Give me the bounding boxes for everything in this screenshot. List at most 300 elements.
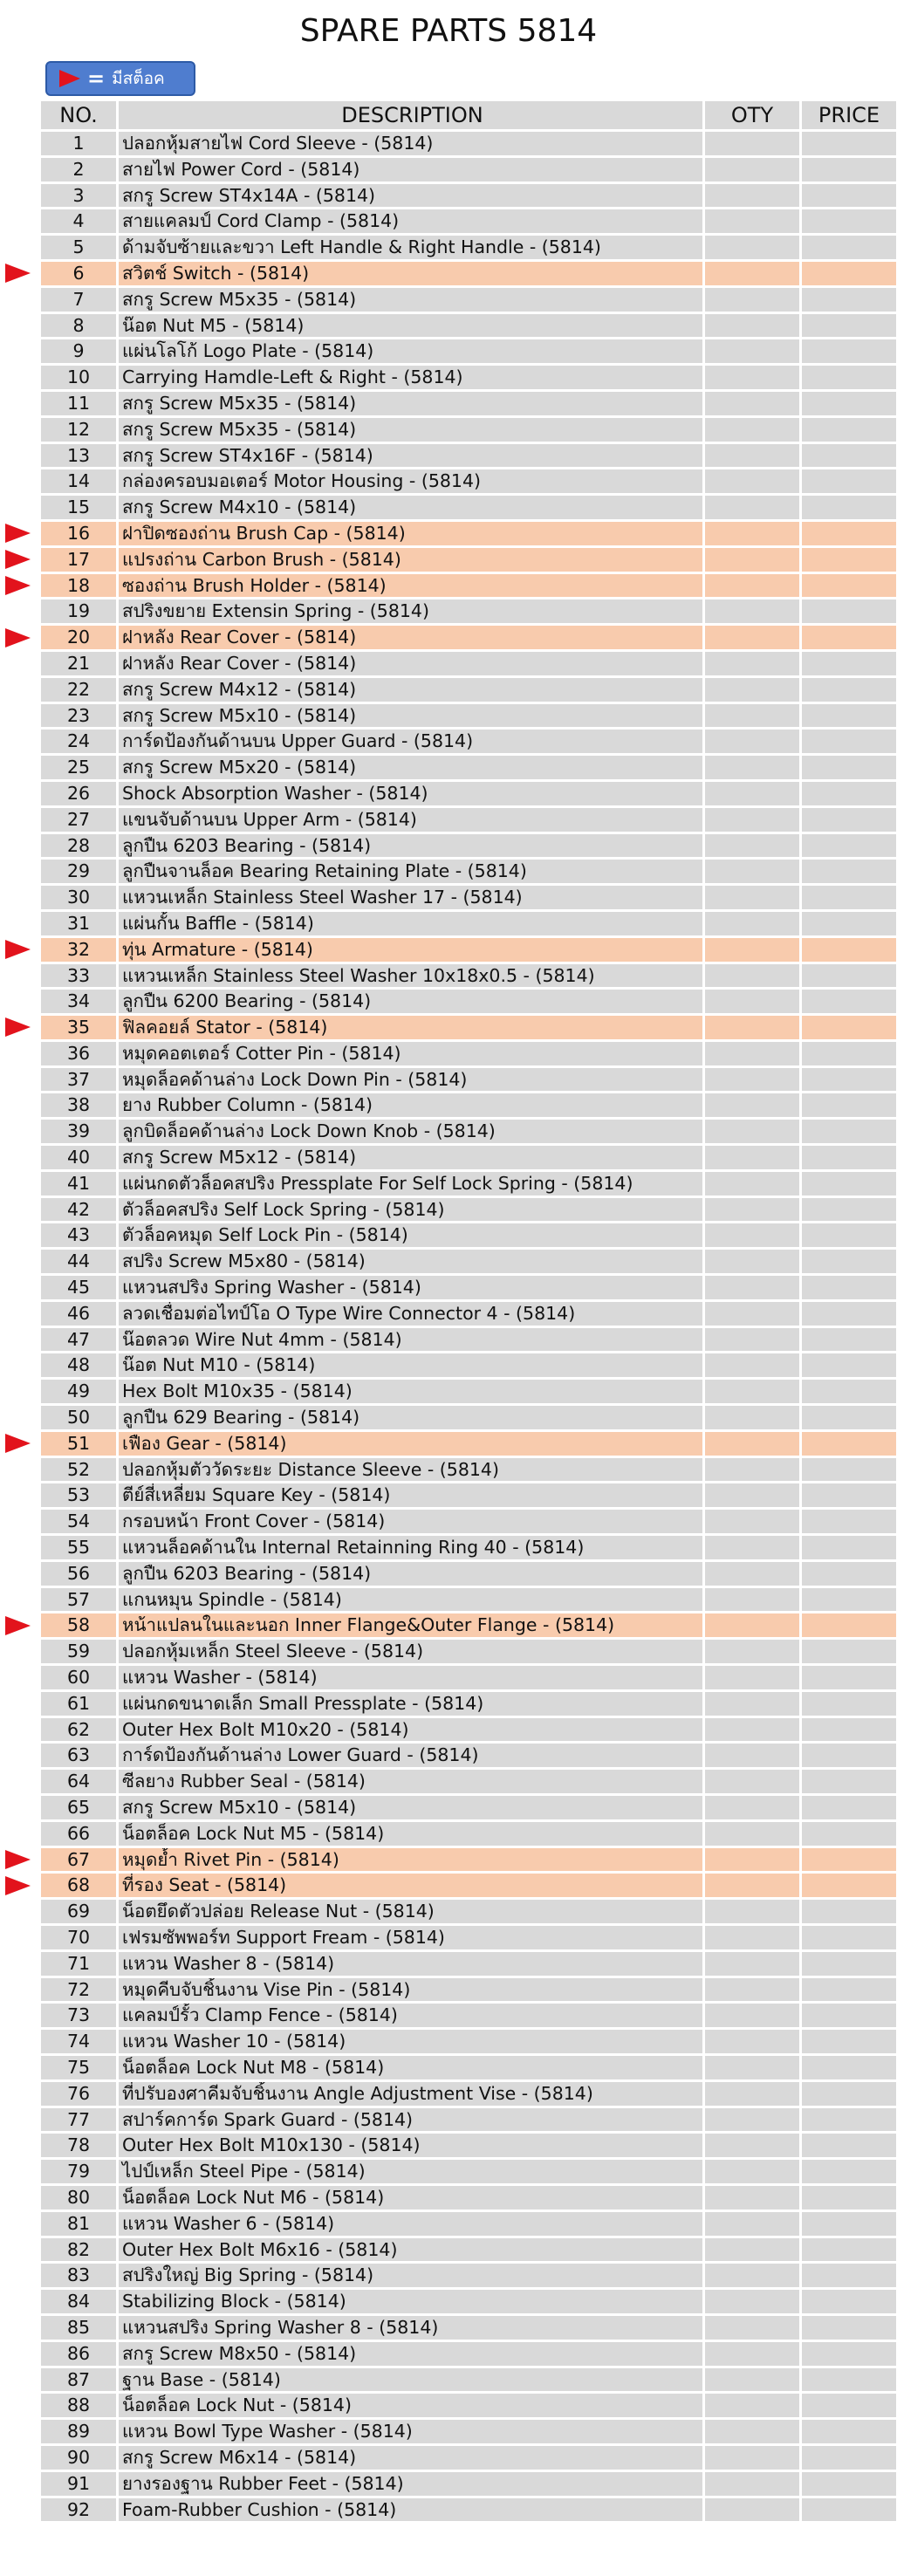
- part-number: 19: [41, 599, 116, 623]
- part-number: 2: [41, 158, 116, 182]
- part-description: การ์ดป้องกันด้านบน Upper Guard - (5814): [119, 730, 702, 753]
- part-number: 70: [41, 1926, 116, 1949]
- qty-cell: [705, 1588, 799, 1612]
- price-cell: [802, 366, 896, 389]
- price-cell: [802, 678, 896, 702]
- price-cell: [802, 288, 896, 312]
- table-row: [41, 964, 896, 988]
- header-price: PRICE: [802, 101, 896, 129]
- qty-cell: [705, 1380, 799, 1403]
- part-description: ทุ่น Armature - (5814): [119, 938, 702, 962]
- table-row: [41, 548, 896, 572]
- part-number: 52: [41, 1458, 116, 1482]
- qty-cell: [705, 1250, 799, 1273]
- part-number: 18: [41, 574, 116, 598]
- qty-cell: [705, 1198, 799, 1222]
- price-cell: [802, 2004, 896, 2027]
- qty-cell: [705, 2082, 799, 2106]
- part-number: 16: [41, 522, 116, 545]
- part-description: แผ่นโลโก้ Logo Plate - (5814): [119, 339, 702, 363]
- part-description: น็อตล็อค Lock Nut - (5814): [119, 2394, 702, 2417]
- qty-cell: [705, 1510, 799, 1533]
- table-row: [41, 652, 896, 675]
- qty-cell: [705, 756, 799, 779]
- qty-cell: [705, 886, 799, 909]
- part-number: 25: [41, 756, 116, 779]
- table-row: [41, 2420, 896, 2443]
- part-number: 62: [41, 1718, 116, 1742]
- qty-cell: [705, 2316, 799, 2340]
- part-number: 15: [41, 496, 116, 519]
- qty-cell: [705, 1952, 799, 1976]
- red-triangle-flag-icon: [5, 524, 31, 543]
- price-cell: [802, 1744, 896, 1767]
- qty-cell: [705, 1406, 799, 1429]
- table-row: [41, 782, 896, 805]
- part-number: 76: [41, 2082, 116, 2106]
- part-description: แผ่นกั้น Baffle - (5814): [119, 912, 702, 935]
- part-number: 90: [41, 2446, 116, 2470]
- part-description: ปลอกหุ้มเหล็ก Steel Sleeve - (5814): [119, 1640, 702, 1663]
- part-description: สปริงใหญ่ Big Spring - (5814): [119, 2264, 702, 2287]
- price-cell: [802, 1796, 896, 1819]
- part-number: 11: [41, 392, 116, 415]
- price-cell: [802, 2394, 896, 2417]
- part-description: ตัวล็อคสปริง Self Lock Spring - (5814): [119, 1198, 702, 1222]
- qty-cell: [705, 2264, 799, 2287]
- part-description: ลูกปืน 6200 Bearing - (5814): [119, 990, 702, 1013]
- part-number: 44: [41, 1250, 116, 1273]
- part-number: 23: [41, 704, 116, 728]
- part-number: 85: [41, 2316, 116, 2340]
- part-description: สกรู Screw ST4x16F - (5814): [119, 444, 702, 468]
- part-description: แปรงถ่าน Carbon Brush - (5814): [119, 548, 702, 572]
- part-description: สกรู Screw M5x10 - (5814): [119, 1796, 702, 1819]
- part-number: 29: [41, 860, 116, 883]
- qty-cell: [705, 2342, 799, 2366]
- table-row: [41, 2004, 896, 2027]
- qty-cell: [705, 1744, 799, 1767]
- part-description: น๊อต Nut M5 - (5814): [119, 314, 702, 338]
- part-description: น็อตล็อค Lock Nut M6 - (5814): [119, 2186, 702, 2209]
- part-number: 17: [41, 548, 116, 572]
- table-row: [41, 599, 896, 623]
- table-row: [41, 2264, 896, 2287]
- qty-cell: [705, 1068, 799, 1092]
- price-cell: [802, 599, 896, 623]
- part-description: ซีลยาง Rubber Seal - (5814): [119, 1770, 702, 1793]
- part-description: ที่รอง Seat - (5814): [119, 1874, 702, 1897]
- table-row: [41, 2212, 896, 2236]
- part-number: 66: [41, 1822, 116, 1846]
- price-cell: [802, 496, 896, 519]
- qty-cell: [705, 1458, 799, 1482]
- qty-cell: [705, 1822, 799, 1846]
- part-description: ฝาหลัง Rear Cover - (5814): [119, 652, 702, 675]
- table-row: [41, 990, 896, 1013]
- part-number: 59: [41, 1640, 116, 1663]
- price-cell: [802, 1276, 896, 1299]
- part-number: 81: [41, 2212, 116, 2236]
- qty-cell: [705, 599, 799, 623]
- qty-cell: [705, 548, 799, 572]
- qty-cell: [705, 1146, 799, 1169]
- table-row: [41, 1302, 896, 1326]
- part-number: 79: [41, 2160, 116, 2183]
- price-cell: [802, 2290, 896, 2313]
- price-cell: [802, 1406, 896, 1429]
- price-cell: [802, 860, 896, 883]
- part-number: 55: [41, 1536, 116, 1559]
- qty-cell: [705, 2160, 799, 2183]
- qty-cell: [705, 1432, 799, 1456]
- part-number: 72: [41, 1978, 116, 2002]
- part-description: น็อตล็อค Lock Nut M5 - (5814): [119, 1822, 702, 1846]
- part-number: 3: [41, 184, 116, 208]
- part-description: สกรู Screw M4x10 - (5814): [119, 496, 702, 519]
- part-description: น๊อตลวด Wire Nut 4mm - (5814): [119, 1328, 702, 1352]
- qty-cell: [705, 2472, 799, 2496]
- part-description: แหวน Washer 6 - (5814): [119, 2212, 702, 2236]
- part-number: 1: [41, 132, 116, 155]
- table-row: [41, 2030, 896, 2053]
- part-description: เฟือง Gear - (5814): [119, 1432, 702, 1456]
- qty-cell: [705, 1874, 799, 1897]
- price-cell: [802, 1770, 896, 1793]
- price-cell: [802, 184, 896, 208]
- table-row: [41, 1016, 896, 1039]
- price-cell: [802, 704, 896, 728]
- table-row: [41, 209, 896, 233]
- price-cell: [802, 548, 896, 572]
- part-description: Foam-Rubber Cushion - (5814): [119, 2498, 702, 2522]
- part-description: แหวน Washer - (5814): [119, 1666, 702, 1689]
- header-description: DESCRIPTION: [119, 101, 702, 129]
- qty-cell: [705, 2394, 799, 2417]
- part-description: สวิตช์ Switch - (5814): [119, 262, 702, 285]
- table-row: [41, 1874, 896, 1897]
- part-description: แหวนสปริง Spring Washer - (5814): [119, 1276, 702, 1299]
- part-description: เฟรมซัพพอร์ท Support Fream - (5814): [119, 1926, 702, 1949]
- part-number: 8: [41, 314, 116, 338]
- part-description: ตีย์สี่เหลี่ยม Square Key - (5814): [119, 1483, 702, 1507]
- qty-cell: [705, 339, 799, 363]
- part-description: ลูกปืน 629 Bearing - (5814): [119, 1406, 702, 1429]
- qty-cell: [705, 2446, 799, 2470]
- price-cell: [802, 2212, 896, 2236]
- table-row: [41, 1640, 896, 1663]
- part-description: สปริง Screw M5x80 - (5814): [119, 1250, 702, 1273]
- qty-cell: [705, 2238, 799, 2262]
- qty-cell: [705, 444, 799, 468]
- table-row: [41, 1718, 896, 1742]
- table-row: [41, 1613, 896, 1637]
- price-cell: [802, 652, 896, 675]
- qty-cell: [705, 626, 799, 649]
- price-cell: [802, 730, 896, 753]
- price-cell: [802, 392, 896, 415]
- part-description: ลวดเชื่อมต่อไทป์โอ O Type Wire Connector 4 - (5814): [119, 1302, 702, 1326]
- part-number: 51: [41, 1432, 116, 1456]
- table-row: [41, 1483, 896, 1507]
- part-number: 28: [41, 834, 116, 858]
- table-row: [41, 2160, 896, 2183]
- qty-cell: [705, 678, 799, 702]
- price-cell: [802, 990, 896, 1013]
- part-number: 48: [41, 1353, 116, 1377]
- qty-cell: [705, 1666, 799, 1689]
- part-description: ที่ปรับองศาคีมจับชิ้นงาน Angle Adjustment Vise - (5814): [119, 2082, 702, 2106]
- price-cell: [802, 1432, 896, 1456]
- part-description: แผ่นกดตัวล็อคสปริง Pressplate For Self Lock Spring - (5814): [119, 1172, 702, 1196]
- price-cell: [802, 782, 896, 805]
- part-description: แคลมป์รั้ว Clamp Fence - (5814): [119, 2004, 702, 2027]
- part-number: 78: [41, 2134, 116, 2157]
- table-row: [41, 288, 896, 312]
- price-cell: [802, 1483, 896, 1507]
- table-row: [41, 392, 896, 415]
- price-cell: [802, 2134, 896, 2157]
- part-number: 37: [41, 1068, 116, 1092]
- qty-cell: [705, 314, 799, 338]
- qty-cell: [705, 2056, 799, 2079]
- qty-cell: [705, 132, 799, 155]
- part-description: Outer Hex Bolt M10x130 - (5814): [119, 2134, 702, 2157]
- table-row: [41, 184, 896, 208]
- price-cell: [802, 1718, 896, 1742]
- part-number: 43: [41, 1223, 116, 1247]
- table-row: [41, 1900, 896, 1923]
- price-cell: [802, 2264, 896, 2287]
- price-cell: [802, 912, 896, 935]
- part-number: 5: [41, 236, 116, 259]
- part-number: 54: [41, 1510, 116, 1533]
- qty-cell: [705, 2030, 799, 2053]
- part-description: แหวนล็อคด้านใน Internal Retainning Ring 40 - (5814): [119, 1536, 702, 1559]
- price-cell: [802, 574, 896, 598]
- part-description: แหวน Washer 8 - (5814): [119, 1952, 702, 1976]
- price-cell: [802, 1172, 896, 1196]
- red-triangle-flag-icon: [5, 940, 31, 959]
- qty-cell: [705, 730, 799, 753]
- table-row: [41, 1406, 896, 1429]
- price-cell: [802, 2238, 896, 2262]
- price-cell: [802, 1353, 896, 1377]
- price-cell: [802, 2472, 896, 2496]
- part-number: 34: [41, 990, 116, 1013]
- table-row: [41, 366, 896, 389]
- price-cell: [802, 1510, 896, 1533]
- part-number: 84: [41, 2290, 116, 2313]
- price-cell: [802, 1562, 896, 1586]
- part-description: สปาร์คการ์ด Spark Guard - (5814): [119, 2108, 702, 2132]
- part-description: ยาง Rubber Column - (5814): [119, 1093, 702, 1117]
- part-description: ฐาน Base - (5814): [119, 2368, 702, 2392]
- qty-cell: [705, 2212, 799, 2236]
- price-cell: [802, 1042, 896, 1065]
- table-row: [41, 912, 896, 935]
- part-number: 35: [41, 1016, 116, 1039]
- price-cell: [802, 1848, 896, 1872]
- part-number: 61: [41, 1692, 116, 1716]
- price-cell: [802, 1120, 896, 1143]
- part-description: สกรู Screw M6x14 - (5814): [119, 2446, 702, 2470]
- table-row: [41, 1328, 896, 1352]
- table-row: [41, 1796, 896, 1819]
- part-number: 32: [41, 938, 116, 962]
- qty-cell: [705, 2290, 799, 2313]
- table-row: [41, 1562, 896, 1586]
- in-stock-legend: [45, 61, 195, 96]
- red-triangle-flag-icon: [59, 70, 80, 87]
- table-row: [41, 2186, 896, 2209]
- part-number: 21: [41, 652, 116, 675]
- table-row: [41, 1276, 896, 1299]
- price-cell: [802, 756, 896, 779]
- table-row: [41, 756, 896, 779]
- price-cell: [802, 2186, 896, 2209]
- qty-cell: [705, 1900, 799, 1923]
- part-description: แหวน Washer 10 - (5814): [119, 2030, 702, 2053]
- table-row: [41, 262, 896, 285]
- price-cell: [802, 339, 896, 363]
- qty-cell: [705, 2108, 799, 2132]
- price-cell: [802, 2108, 896, 2132]
- part-number: 49: [41, 1380, 116, 1403]
- part-number: 56: [41, 1562, 116, 1586]
- part-number: 9: [41, 339, 116, 363]
- part-description: แกนหมุน Spindle - (5814): [119, 1588, 702, 1612]
- table-row: [41, 339, 896, 363]
- red-triangle-flag-icon: [5, 1876, 31, 1895]
- legend-label: มีสต็อค: [112, 69, 165, 88]
- qty-cell: [705, 209, 799, 233]
- qty-cell: [705, 2134, 799, 2157]
- part-number: 36: [41, 1042, 116, 1065]
- price-cell: [802, 2368, 896, 2392]
- part-number: 26: [41, 782, 116, 805]
- table-row: [41, 444, 896, 468]
- price-cell: [802, 1613, 896, 1637]
- table-row: [41, 2342, 896, 2366]
- price-cell: [802, 1900, 896, 1923]
- table-row: [41, 1353, 896, 1377]
- red-triangle-flag-icon: [5, 550, 31, 569]
- part-number: 46: [41, 1302, 116, 1326]
- qty-cell: [705, 236, 799, 259]
- table-row: [41, 1536, 896, 1559]
- part-description: สกรู Screw M4x12 - (5814): [119, 678, 702, 702]
- part-number: 31: [41, 912, 116, 935]
- qty-cell: [705, 860, 799, 883]
- price-cell: [802, 2030, 896, 2053]
- part-description: หมุดย้ำ Rivet Pin - (5814): [119, 1848, 702, 1872]
- part-description: สปริงขยาย Extensin Spring - (5814): [119, 599, 702, 623]
- price-cell: [802, 209, 896, 233]
- legend-separator: =: [87, 66, 106, 91]
- part-description: หมุดคีบจับชิ้นงาน Vise Pin - (5814): [119, 1978, 702, 2002]
- table-row: [41, 236, 896, 259]
- table-row: [41, 132, 896, 155]
- red-triangle-flag-icon: [5, 1017, 31, 1037]
- part-number: 83: [41, 2264, 116, 2287]
- part-number: 77: [41, 2108, 116, 2132]
- table-row: [41, 418, 896, 442]
- part-number: 87: [41, 2368, 116, 2392]
- part-number: 50: [41, 1406, 116, 1429]
- table-row: [41, 1198, 896, 1222]
- part-description: ฟิลคอยล์ Stator - (5814): [119, 1016, 702, 1039]
- part-description: ตัวล็อคหมุด Self Lock Pin - (5814): [119, 1223, 702, 1247]
- price-cell: [802, 236, 896, 259]
- price-cell: [802, 1068, 896, 1092]
- red-triangle-flag-icon: [5, 264, 31, 283]
- part-number: 88: [41, 2394, 116, 2417]
- qty-cell: [705, 1796, 799, 1819]
- qty-cell: [705, 704, 799, 728]
- table-row: [41, 314, 896, 338]
- qty-cell: [705, 1353, 799, 1377]
- part-number: 60: [41, 1666, 116, 1689]
- part-number: 10: [41, 366, 116, 389]
- part-number: 6: [41, 262, 116, 285]
- part-number: 74: [41, 2030, 116, 2053]
- table-row: [41, 1093, 896, 1117]
- table-header-row: [41, 101, 896, 129]
- table-row: [41, 496, 896, 519]
- part-description: สายแคลมป์ Cord Clamp - (5814): [119, 209, 702, 233]
- table-row: [41, 1848, 896, 1872]
- table-row: [41, 1822, 896, 1846]
- price-cell: [802, 2498, 896, 2522]
- table-row: [41, 1978, 896, 2002]
- part-number: 41: [41, 1172, 116, 1196]
- part-number: 68: [41, 1874, 116, 1897]
- part-description: น็อตล็อค Lock Nut M8 - (5814): [119, 2056, 702, 2079]
- table-row: [41, 2134, 896, 2157]
- part-number: 4: [41, 209, 116, 233]
- table-row: [41, 1744, 896, 1767]
- table-row: [41, 1666, 896, 1689]
- part-description: Outer Hex Bolt M6x16 - (5814): [119, 2238, 702, 2262]
- qty-cell: [705, 912, 799, 935]
- part-number: 40: [41, 1146, 116, 1169]
- price-cell: [802, 1328, 896, 1352]
- qty-cell: [705, 262, 799, 285]
- qty-cell: [705, 2004, 799, 2027]
- qty-cell: [705, 938, 799, 962]
- price-cell: [802, 1978, 896, 2002]
- part-description: แหวนสปริง Spring Washer 8 - (5814): [119, 2316, 702, 2340]
- price-cell: [802, 2160, 896, 2183]
- part-number: 33: [41, 964, 116, 988]
- qty-cell: [705, 1692, 799, 1716]
- table-row: [41, 1432, 896, 1456]
- part-number: 65: [41, 1796, 116, 1819]
- part-description: สกรู Screw M5x10 - (5814): [119, 704, 702, 728]
- part-description: ลูกปืนจานล็อค Bearing Retaining Plate - (5814): [119, 860, 702, 883]
- price-cell: [802, 1458, 896, 1482]
- part-description: แหวนเหล็ก Stainless Steel Washer 17 - (5814): [119, 886, 702, 909]
- price-cell: [802, 1640, 896, 1663]
- part-number: 64: [41, 1770, 116, 1793]
- part-description: ไปป์เหล็ก Steel Pipe - (5814): [119, 2160, 702, 2183]
- table-row: [41, 469, 896, 493]
- part-number: 53: [41, 1483, 116, 1507]
- price-cell: [802, 2446, 896, 2470]
- price-cell: [802, 1380, 896, 1403]
- table-row: [41, 678, 896, 702]
